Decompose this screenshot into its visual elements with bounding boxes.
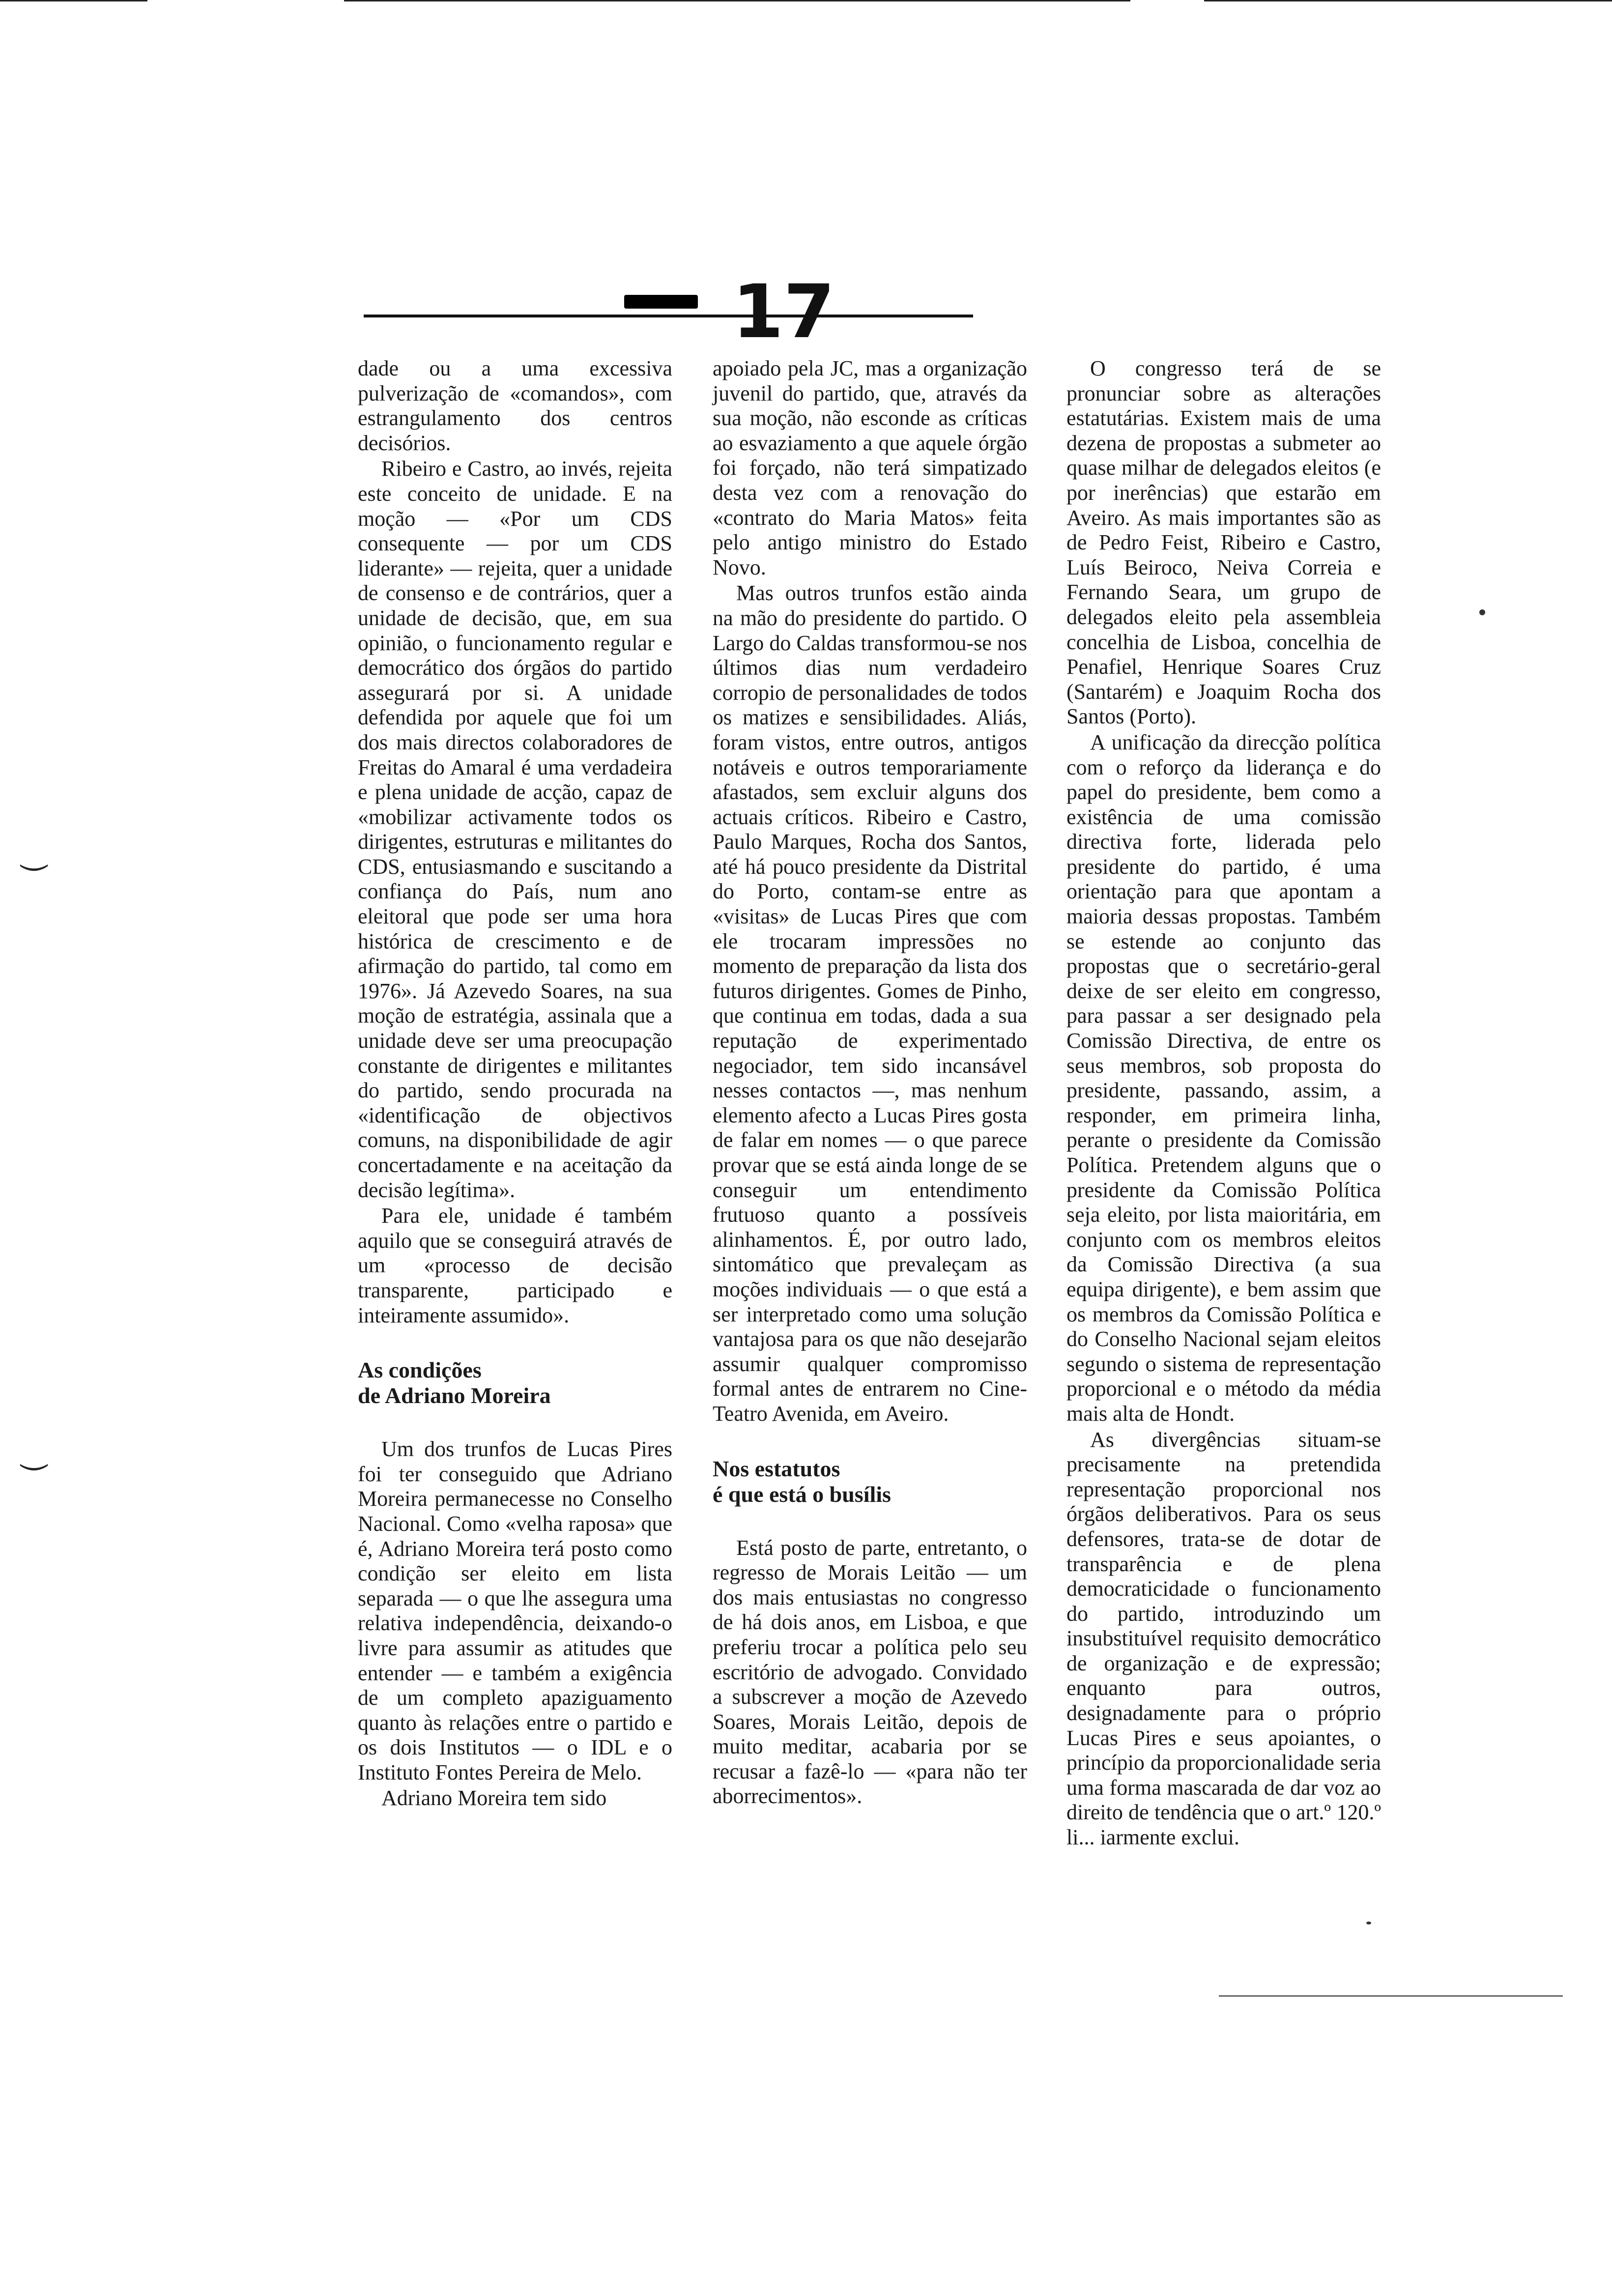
section-heading-condicoes	[358, 1357, 672, 1408]
column-1-paragraph: Para ele, unidade é também aquilo que se conseguirá através de um «processo de decisão transparente, participado e inteiramente assumido».	[358, 1204, 672, 1327]
column-2-paragraph: Mas outros trunfos estão ainda na mão do presidente do partido. O Largo do Caldas transformou-se nos últimos dias num verdadeiro corropio de personalidades de todos os matizes e sensibilidades. Aliás, foram vistos, entre outros, antigos notáveis e outros temporariamente afastados, sem excluir alguns dos actuais críticos. Ribeiro e Castro, Paulo Marques, Rocha dos Santos, até há pouco presidente da Distrital do Porto, contam-se entre as «visitas» de Lucas Pires que com ele trocaram impressões no momento de preparação da lista dos futuros dirigentes. Gomes de Pinho, que continua em todas, dada a sua reputação de experimentado negociador, tem sido incansável nesses contactos —, mas nenhum elemento afecto a Lucas Pires gosta de falar em nomes — o que parece provar que se está ainda longe de se conseguir um entendimento frutuoso quanto a possíveis alinhamentos. É, por outro lado, sintomático que prevaleçam as moções individuais — o que está a ser interpretado como uma solução vantajosa para os que não desejarão assumir qualquer compromisso formal antes de entrarem no Cine-Teatro Avenida, em Aveiro.	[713, 581, 1027, 1426]
speck	[1366, 1922, 1371, 1924]
column-2-paragraph: apoiado pela JC, mas a organização juvenil do partido, que, através da sua moção, não esconde as críticas ao esvaziamento a que aquele órgão foi forçado, não terá simpatizado desta vez com a renovação do «contrato do Maria Matos» feita pelo antigo ministro do Estado Novo.	[713, 356, 1027, 579]
column-1-paragraph: dade ou a uma excessiva pulverização de «comandos», com estrangulamento dos centros decisórios.	[358, 356, 672, 455]
column-1	[358, 356, 672, 1812]
margin-mark-left-1: ⏝	[20, 836, 48, 868]
speck	[1479, 609, 1485, 615]
header-thick-bar	[624, 295, 698, 309]
section-heading-line: de Adriano Moreira	[358, 1383, 551, 1408]
scan-edge-top-left	[0, 0, 147, 1]
header-rule	[364, 315, 973, 317]
section-heading-estatutos	[713, 1456, 1027, 1507]
section-heading-line: Nos estatutos	[713, 1456, 840, 1481]
column-1-paragraph: Um dos trunfos de Lucas Pires foi ter conseguido que Adriano Moreira permanecesse no Conselho Nacional. Como «velha raposa» que é, Adriano Moreira terá posto como condição ser eleito em lista separada — o que lhe assegura uma relativa independência, deixando-o livre para assumir as atitudes que entender — e também a exigência de um completo apaziguamento quanto às relações entre o partido e os dois Institutos — o IDL e o Instituto Fontes Pereira de Melo.	[358, 1437, 672, 1784]
scan-edge-top-right	[1204, 0, 1612, 1]
handwritten-page-number: 17	[732, 269, 835, 355]
column-1-paragraph: Ribeiro e Castro, ao invés, rejeita este conceito de unidade. E na moção — «Por um CDS consequente — por um CDS liderante» — rejeita, quer a unidade de consenso e de contrários, quer a unidade de decisão, que, em sua opinião, o funcionamento regular e democrático dos órgãos do partido assegurará por si. A unidade defendida por aquele que foi um dos mais directos colaboradores de Freitas do Amaral é uma verdadeira e plena unidade de acção, capaz de «mobilizar activamente todos os dirigentes, estruturas e militantes do CDS, entusiasmando e suscitando a confiança do País, num ano eleitoral que pode ser uma hora histórica de crescimento e de afirmação do partido, tal como em 1976». Já Azevedo Soares, na sua moção de estratégia, assinala que a unidade deve ser uma preocupação constante de dirigentes e militantes do partido, sendo procurada na «identificação de objectivos comuns, na disponibilidade de agir concertadamente e na aceitação da decisão legítima».	[358, 457, 672, 1202]
column-3-paragraph: O congresso terá de se pronunciar sobre as alterações estatutárias. Existem mais de uma dezena de propostas a submeter ao quase milhar de delegados eleitos (e por inerências) que estarão em Aveiro. As mais importantes são as de Pedro Feist, Ribeiro e Castro, Luís Beiroco, Neiva Correia e Fernando Seara, um grupo de delegados eleito pela assembleia concelhia de Lisboa, concelhia de Penafiel, Henrique Soares Cruz (Santarém) e Joaquim Rocha dos Santos (Porto).	[1066, 356, 1381, 729]
scan-edge-bottom	[1219, 1995, 1563, 1997]
column-3-paragraph: A unificação da direcção política com o reforço da liderança e do papel do presidente, bem como a existência de uma comissão directiva forte, liderada pelo presidente do partido, é uma orientação para que apontam a maioria dessas propostas. Também se estende ao conjunto das propostas que o secretário-geral deixe de ser eleito em congresso, para passar a ser designado pela Comissão Directiva, de entre os seus membros, sob proposta do presidente, passando, assim, a responder, em primeira linha, perante o presidente da Comissão Política. Pretendem alguns que o presidente da Comissão Política seja eleito, por lista maioritária, em conjunto com os membros eleitos da Comissão Directiva (a sua equipa dirigente), e bem assim que os membros da Comissão Política e do Conselho Nacional sejam eleitos segundo o sistema de representação proporcional e o método da média mais alta de Hondt.	[1066, 730, 1381, 1426]
column-2	[713, 356, 1027, 1810]
column-3	[1066, 356, 1381, 1851]
section-heading-line: As condições	[358, 1357, 482, 1383]
column-3-paragraph: As divergências situam-se precisamente na pretendida representação proporcional nos órgãos deliberativos. Para os seus defensores, trata-se de dotar de transparência e de plena democraticidade o funcionamento do partido, introduzindo um insubstituível requisito democrático de organização e de expressão; enquanto para outros, designadamente para o próprio Lucas Pires e seus apoiantes, o princípio da proporcionalidade seria uma forma mascarada de dar voz ao direito de tendência que o art.º 120.º li... iarmente exclui.	[1066, 1427, 1381, 1850]
column-1-paragraph: Adriano Moreira tem sido	[381, 1786, 607, 1810]
margin-mark-left-2: ⏝	[20, 1435, 48, 1468]
column-2-paragraph: Está posto de parte, entretanto, o regresso de Morais Leitão — um dos mais entusiastas no congresso de há dois anos, em Lisboa, e que preferiu trocar a política pelo seu escritório de advogado. Convidado a subscrever a moção de Azevedo Soares, Morais Leitão, depois de muito meditar, acabaria por se recusar a fazê-lo — «para não ter aborrecimentos».	[713, 1535, 1027, 1808]
scan-edge-top-mid	[344, 0, 1130, 1]
section-heading-line: é que está o busílis	[713, 1481, 891, 1507]
